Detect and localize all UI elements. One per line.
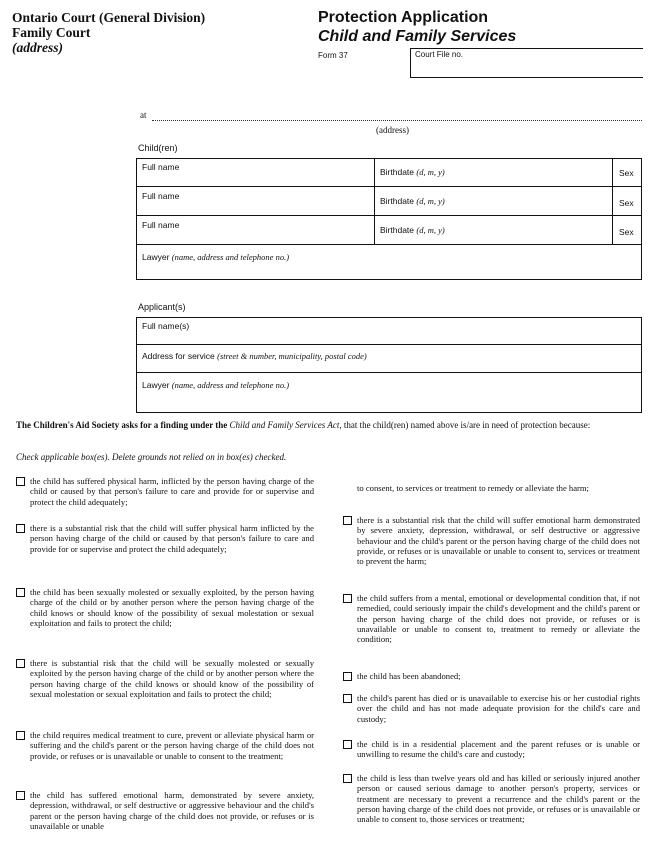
form-number: Form 37 (318, 51, 348, 60)
intro-paragraph: The Children's Aid Society asks for a finding under the Child and Family Services Act, that the child(ren) named above is/are in need of protection because: (16, 420, 591, 430)
child-2-birthdate-label[interactable]: Birthdate (d, m, y) (380, 196, 445, 206)
address-caption: (address) (376, 125, 409, 135)
checkbox[interactable] (16, 477, 25, 486)
checkbox[interactable] (343, 740, 352, 749)
court-file-field[interactable] (410, 48, 643, 78)
checkbox[interactable] (343, 774, 352, 783)
instruction-text: Check applicable box(es). Delete grounds not relied on in box(es) checked. (16, 452, 287, 462)
checkbox[interactable] (16, 791, 25, 800)
checkbox[interactable] (343, 516, 352, 525)
address-field[interactable] (152, 120, 642, 121)
ground-sexual-molestation[interactable]: the child has been sexually molested or sexually exploited, by the person having charge of the child or by another person where the person having charge of the child knows or should know of the possibility of sexual molestation or sexual exploitation and fails to protect the child; (16, 587, 314, 628)
child-2-name-label[interactable]: Full name (142, 191, 180, 201)
court-branch: Family Court (12, 25, 91, 40)
form-title (318, 8, 516, 46)
checkbox[interactable] (16, 659, 25, 668)
child-3-birthdate-label[interactable]: Birthdate (d, m, y) (380, 225, 445, 235)
ground-under-twelve[interactable]: the child is less than twelve years old and has killed or seriously injured another person or caused serious damage to another person's property, services or treatment are necessary to prevent a recurrence and the child's parent or the person having charge of the child does not provide, or refuses or is unavailable or unable to consent to, those services or treatment; (343, 773, 640, 824)
ground-parent-died[interactable]: the child's parent has died or is unavailable to exercise his or her custodial rights over the child and has not made adequate provision for the child's care and custody; (343, 693, 640, 724)
ground-mental-condition[interactable]: the child suffers from a mental, emotional or developmental condition that, if not remedied, could seriously impair the child's development and the child's parent or the person having charge of the child does not provide, or refuses or is unavailable or unable to consent to, treatment to remedy or alleviate the condition; (343, 593, 640, 644)
ground-risk-emotional-harm[interactable]: there is a substantial risk that the child will suffer emotional harm demonstrated by severe anxiety, depression, withdrawal, or self destructive or aggressive behaviour and the child's parent or the person having charge of the child does not provide, or refuses or is unavailable or unable to consent to, services or treatment to prevent the harm; (343, 515, 640, 566)
child-3-name-label[interactable]: Full name (142, 220, 180, 230)
at-label: at (140, 110, 147, 120)
checkbox[interactable] (16, 588, 25, 597)
child-lawyer-label[interactable]: Lawyer (name, address and telephone no.) (142, 252, 290, 262)
applicants-box (136, 317, 642, 413)
ground-emotional-harm[interactable]: the child has suffered emotional harm, demonstrated by severe anxiety, depression, withdrawal, or self destructive or aggressive behaviour and the child's parent or the person having charge of the child does not provide, or refuses or is unavailable or unable (16, 790, 314, 831)
title-line-1: Protection Application (318, 9, 489, 26)
checkbox[interactable] (343, 594, 352, 603)
applicant-service-address-label[interactable]: Address for service (street & number, municipality, postal code) (142, 351, 367, 361)
court-heading (12, 10, 205, 55)
ground-medical-treatment[interactable]: the child requires medical treatment to cure, prevent or alleviate physical harm or suffering and the child's parent or the person having charge of the child does not provide, or refuses or is unavailable or unable to consent to the treatment; (16, 730, 314, 761)
child-1-birthdate-label[interactable]: Birthdate (d, m, y) (380, 167, 445, 177)
court-name: Ontario Court (General Division) (12, 10, 206, 25)
applicant-lawyer-label[interactable]: Lawyer (name, address and telephone no.) (142, 380, 290, 390)
child-1-sex-label[interactable]: Sex (619, 168, 634, 178)
child-2-sex-label[interactable]: Sex (619, 198, 634, 208)
child-1-name-label[interactable]: Full name (142, 162, 180, 172)
title-line-2: Child and Family Services (318, 28, 517, 45)
ground-risk-physical-harm[interactable]: there is a substantial risk that the child will suffer physical harm inflicted by the person having charge of the child or caused by that person's failure to care and provide for or supervise and protect the child adequately; (16, 523, 314, 554)
ground-abandoned[interactable]: the child has been abandoned; (343, 671, 640, 681)
checkbox[interactable] (16, 731, 25, 740)
children-section-label: Child(ren) (138, 143, 178, 153)
applicant-names-label[interactable]: Full name(s) (142, 321, 190, 331)
court-file-label: Court File no. (415, 50, 464, 59)
ground-physical-harm[interactable]: the child has suffered physical harm, inflicted by the person having charge of the child or caused by that person's failure to care and provide for or supervise and protect the child adequately; (16, 476, 314, 507)
ground-risk-sexual-molestation[interactable]: there is substantial risk that the child will be sexually molested or sexually exploited by the person having charge of the child or by another person where the person having charge of the child knows or should know of the possibility of sexual molestation or sexual exploitation and fails to protect the child; (16, 658, 314, 699)
checkbox[interactable] (16, 524, 25, 533)
checkbox[interactable] (343, 694, 352, 703)
emotional-harm-continuation: to consent, to services or treatment to remedy or alleviate the harm; (357, 483, 589, 493)
checkbox[interactable] (343, 672, 352, 681)
child-3-sex-label[interactable]: Sex (619, 227, 634, 237)
court-address: (address) (12, 40, 63, 55)
ground-residential-placement[interactable]: the child is in a residential placement and the parent refuses or is unable or unwilling to resume the child's care and custody; (343, 739, 640, 760)
applicants-section-label: Applicant(s) (138, 302, 186, 312)
